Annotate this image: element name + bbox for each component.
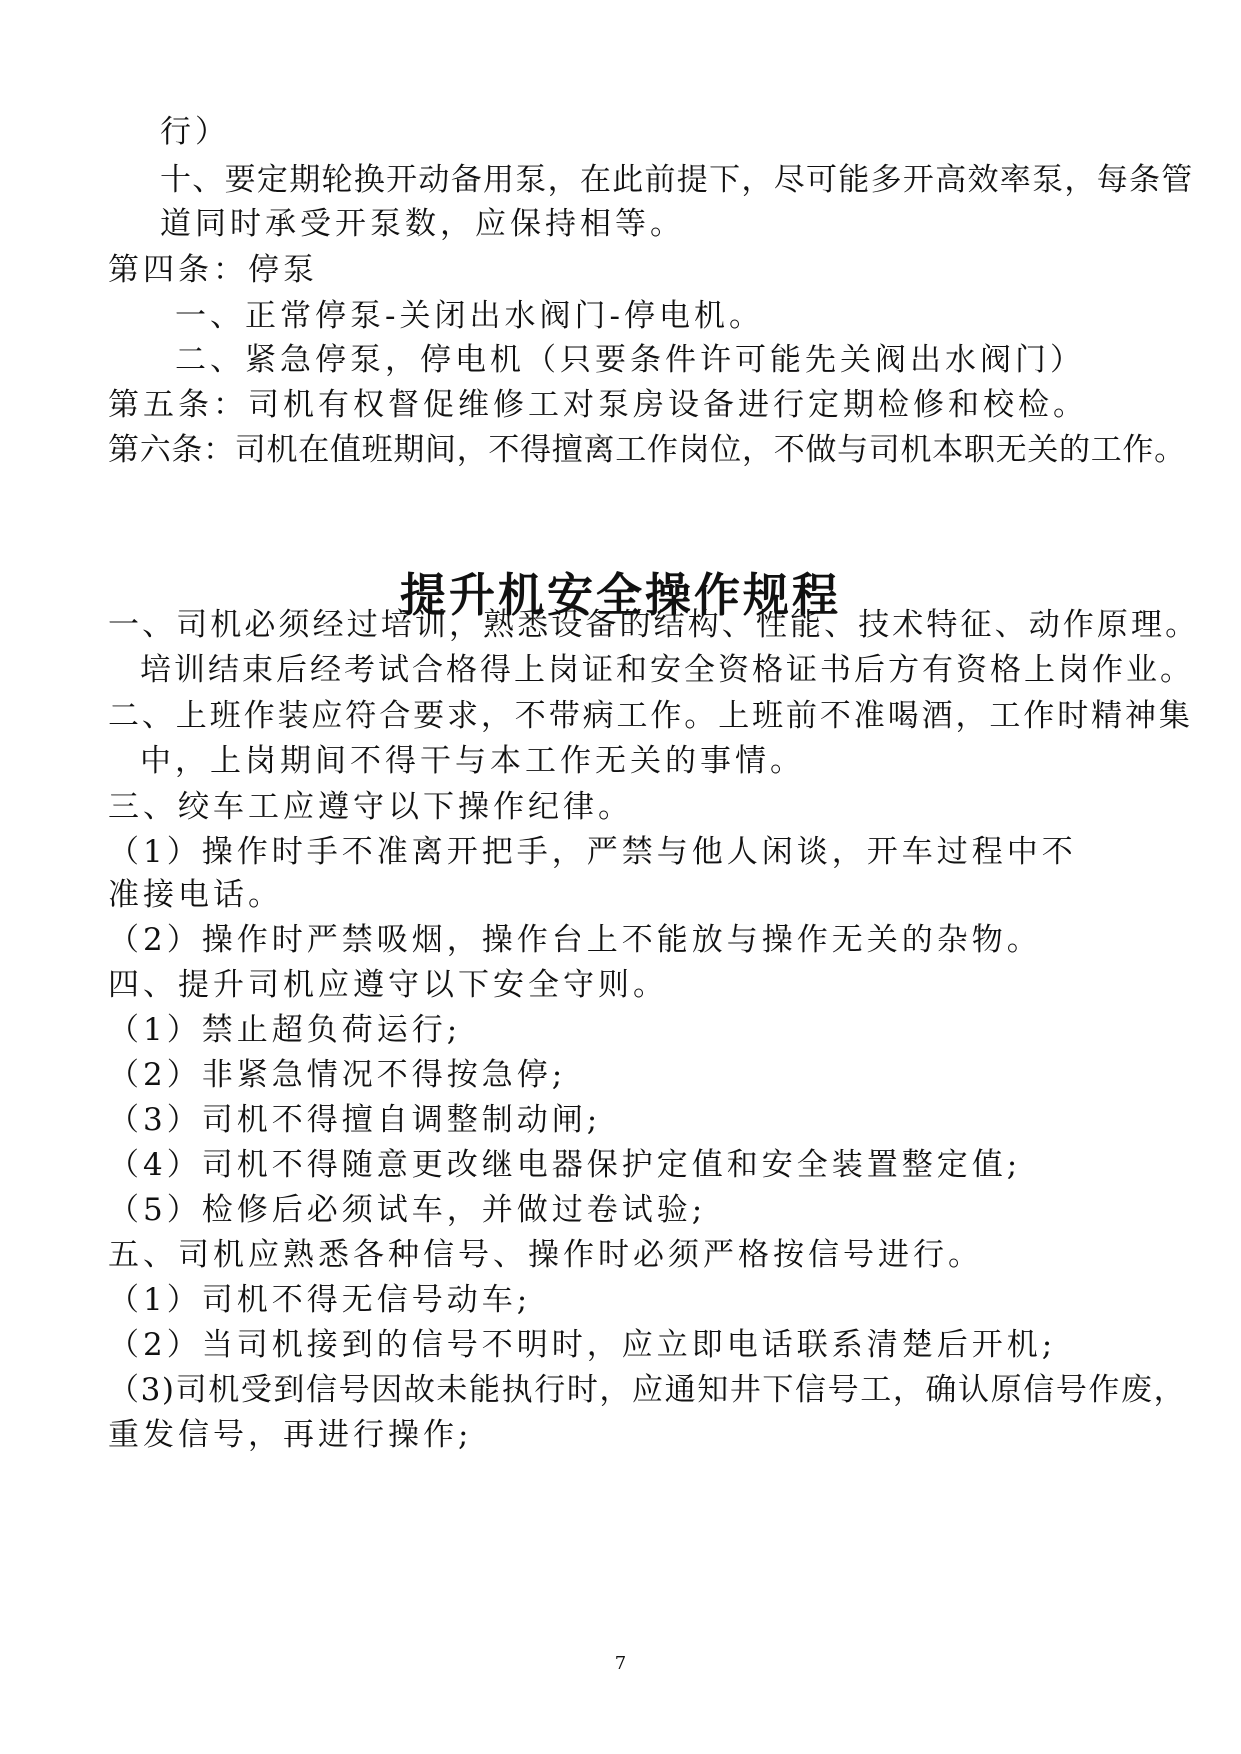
text-line: 二、紧急停泵，停电机（只要条件许可能先关阀出水阀门） (175, 342, 1085, 378)
text-line: 一、司机必须经过培训，熟悉设备的结构、性能、技术特征、动作原理。 (108, 607, 1200, 643)
page-number: 7 (614, 1653, 627, 1674)
text-line: 准接电话。 (108, 877, 283, 913)
article-heading: 第四条：停泵 (108, 252, 318, 288)
text-line: （2）操作时严禁吸烟，操作台上不能放与操作无关的杂物。 (108, 922, 1042, 958)
text-line: 重发信号，再进行操作; (108, 1417, 473, 1453)
text-line: （1）操作时手不准离开把手，严禁与他人闲谈，开车过程中不 (108, 834, 1077, 870)
text-line: （5）检修后必须试车，并做过卷试验; (108, 1192, 707, 1228)
text-line: 第五条：司机有权督促维修工对泵房设备进行定期检修和校检。 (108, 387, 1088, 423)
text-line: 二、上班作装应符合要求，不带病工作。上班前不准喝酒，工作时精神集 (108, 698, 1193, 734)
text-line: 中，上岗期间不得干与本工作无关的事情。 (140, 743, 805, 779)
text-line: （2）非紧急情况不得按急停; (108, 1057, 567, 1093)
section-title: 提升机安全操作规程 (400, 568, 841, 622)
text-line: 四、提升司机应遵守以下安全守则。 (108, 967, 668, 1003)
text-line: （3）司机不得擅自调整制动闸; (108, 1102, 602, 1138)
text-line: 行） (160, 114, 230, 150)
text-line: 三、绞车工应遵守以下操作纪律。 (108, 789, 633, 825)
text-line: （4）司机不得随意更改继电器保护定值和安全装置整定值; (108, 1147, 1022, 1183)
text-line: 道同时承受开泵数，应保持相等。 (160, 206, 685, 242)
text-line: （3)司机受到信号因故未能执行时，应通知井下信号工，确认原信号作废， (108, 1372, 1187, 1408)
text-line: 培训结束后经考试合格得上岗证和安全资格证书后方有资格上岗作业。 (140, 652, 1194, 688)
text-line: 五、司机应熟悉各种信号、操作时必须严格按信号进行。 (108, 1237, 983, 1273)
text-line: 十、要定期轮换开动备用泵，在此前提下，尽可能多开高效率泵，每条管 (160, 162, 1194, 198)
text-line: （1）司机不得无信号动车; (108, 1282, 532, 1318)
text-line: （1）禁止超负荷运行; (108, 1012, 462, 1048)
text-line: 第六条：司机在值班期间，不得擅离工作岗位，不做与司机本职无关的工作。 (108, 432, 1186, 468)
text-line: （2）当司机接到的信号不明时，应立即电话联系清楚后开机; (108, 1327, 1057, 1363)
text-line: 一、正常停泵-关闭出水阀门-停电机。 (175, 298, 764, 334)
